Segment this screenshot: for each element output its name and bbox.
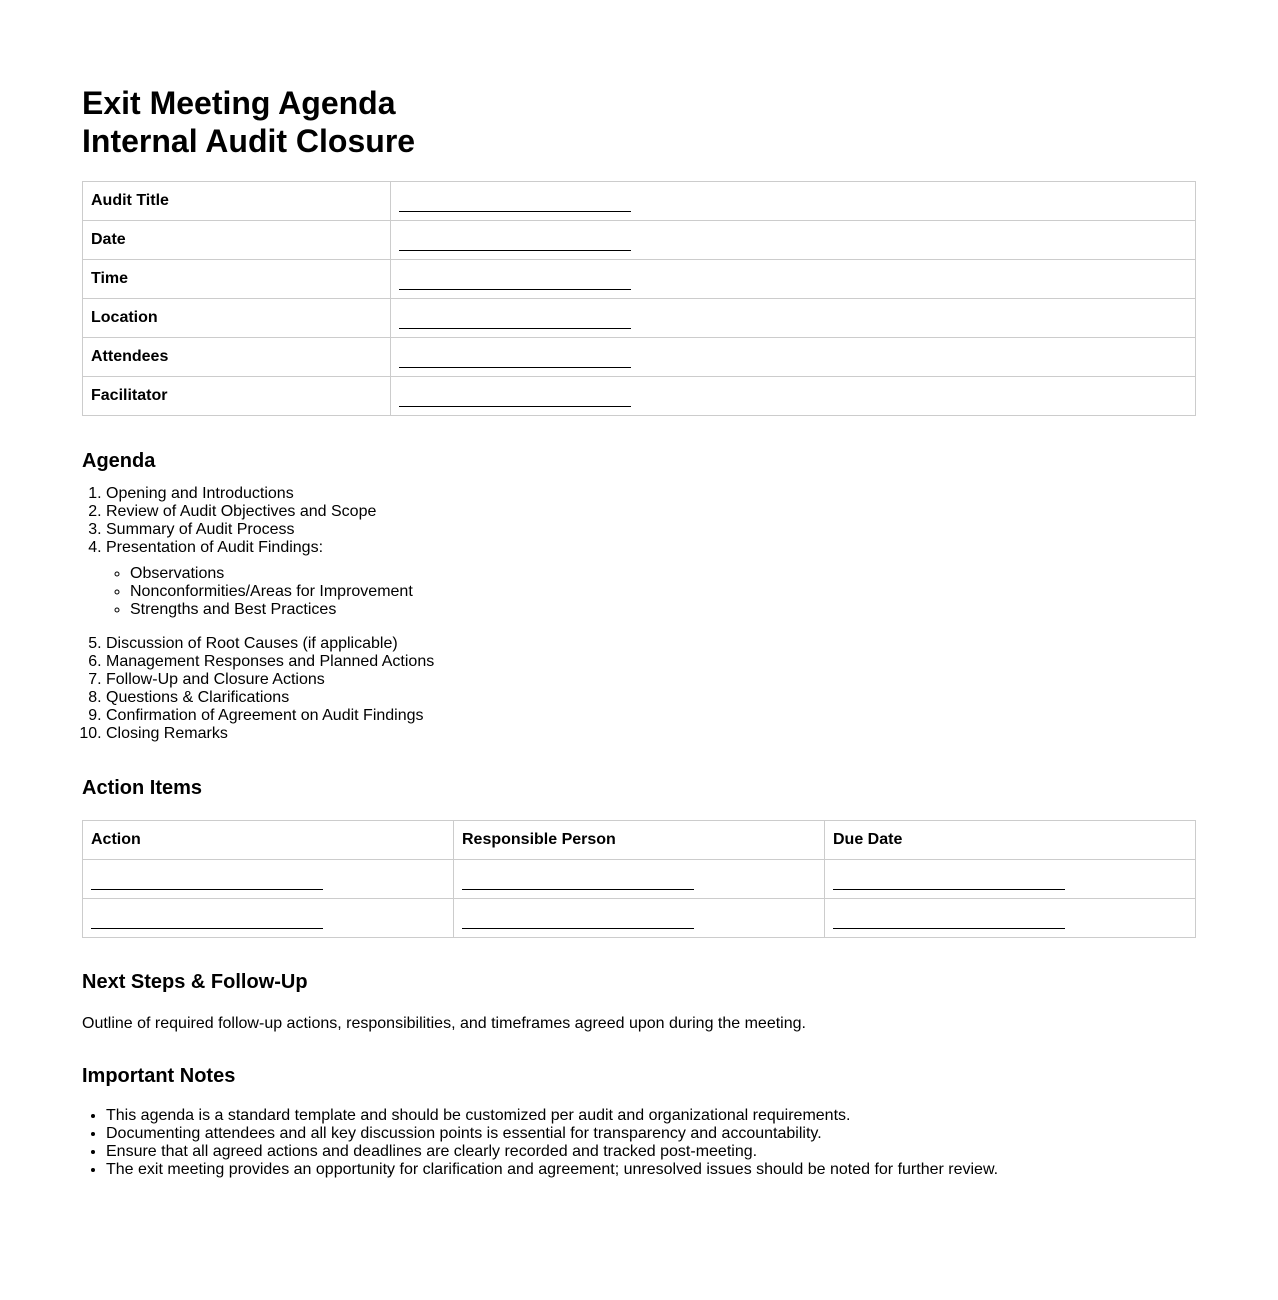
meta-value-cell (391, 182, 1196, 221)
title-line-1: Exit Meeting Agenda (82, 85, 396, 121)
meta-value-cell (391, 338, 1196, 377)
column-header-action: Action (83, 821, 454, 860)
column-header-responsible-person: Responsible Person (454, 821, 825, 860)
list-item: • Documenting attendees and all key discussion points is essential for transparency and accountability. (106, 1125, 1196, 1143)
action-items-table (82, 820, 1196, 938)
column-header-due-date: Due Date (825, 821, 1196, 860)
table-row (83, 899, 1196, 938)
agenda-item: 1. Opening and Introductions (106, 485, 1196, 503)
action-blank[interactable] (91, 873, 323, 890)
findings-subitem: ◦ Observations (130, 565, 1196, 583)
time-blank[interactable] (399, 273, 631, 290)
meeting-details-table (82, 181, 1196, 416)
document-page (82, 0, 1196, 1179)
findings-sublist (106, 565, 1196, 619)
table-row (83, 860, 1196, 899)
action-blank[interactable] (91, 912, 323, 929)
meta-label: Audit Title (83, 182, 391, 221)
meta-value-cell (391, 221, 1196, 260)
meta-row-date (83, 221, 1196, 260)
meta-row-time (83, 260, 1196, 299)
meta-label: Date (83, 221, 391, 260)
meta-label: Facilitator (83, 377, 391, 416)
important-notes-heading: Important Notes (82, 1065, 236, 1087)
agenda-item: 3. Summary of Audit Process (106, 521, 1196, 539)
meta-value-cell (391, 377, 1196, 416)
responsible-blank[interactable] (462, 912, 694, 929)
facilitator-blank[interactable] (399, 390, 631, 407)
next-steps-heading: Next Steps & Follow-Up (82, 971, 308, 993)
location-blank[interactable] (399, 312, 631, 329)
date-blank[interactable] (399, 234, 631, 251)
agenda-item: 2. Review of Audit Objectives and Scope (106, 503, 1196, 521)
agenda-item: 9. Confirmation of Agreement on Audit Findings (106, 707, 1196, 725)
agenda-list (82, 485, 1196, 743)
meta-label: Location (83, 299, 391, 338)
list-item: • The exit meeting provides an opportunity for clarification and agreement; unresolved issues should be noted for further review. (106, 1161, 1196, 1179)
agenda-item: 6. Management Responses and Planned Actions (106, 653, 1196, 671)
due-date-blank[interactable] (833, 873, 1065, 890)
findings-subitem: ◦ Strengths and Best Practices (130, 601, 1196, 619)
list-item: • This agenda is a standard template and should be customized per audit and organizational requirements. (106, 1107, 1196, 1125)
due-date-cell (825, 899, 1196, 938)
agenda-item: 5. Discussion of Root Causes (if applicable) (106, 635, 1196, 653)
attendees-blank[interactable] (399, 351, 631, 368)
agenda-heading: Agenda (82, 450, 156, 472)
meta-row-attendees (83, 338, 1196, 377)
due-date-blank[interactable] (833, 912, 1065, 929)
meta-label: Attendees (83, 338, 391, 377)
important-notes-list (82, 1107, 1196, 1179)
next-steps-text: Outline of required follow-up actions, responsibilities, and timeframes agreed upon during the meeting. (82, 1015, 806, 1032)
findings-subitem: ◦ Nonconformities/Areas for Improvement (130, 583, 1196, 601)
list-item: • Ensure that all agreed actions and deadlines are clearly recorded and tracked post-meeting. (106, 1143, 1196, 1161)
responsible-blank[interactable] (462, 873, 694, 890)
page-title (82, 84, 1196, 160)
meta-row-audit-title (83, 182, 1196, 221)
meta-value-cell (391, 299, 1196, 338)
agenda-item: 7. Follow-Up and Closure Actions (106, 671, 1196, 689)
responsible-cell (454, 899, 825, 938)
agenda-item: 10. Closing Remarks (106, 725, 1196, 743)
meta-row-location (83, 299, 1196, 338)
due-date-cell (825, 860, 1196, 899)
meta-row-facilitator (83, 377, 1196, 416)
meta-label: Time (83, 260, 391, 299)
agenda-item-label: Presentation of Audit Findings: (106, 539, 324, 556)
responsible-cell (454, 860, 825, 899)
meta-value-cell (391, 260, 1196, 299)
action-cell (83, 860, 454, 899)
action-table-header-row (83, 821, 1196, 860)
agenda-item-findings (106, 539, 1196, 619)
title-line-2: Internal Audit Closure (82, 123, 416, 159)
audit-title-blank[interactable] (399, 195, 631, 212)
action-cell (83, 899, 454, 938)
action-items-heading: Action Items (82, 777, 203, 799)
agenda-item: 8. Questions & Clarifications (106, 689, 1196, 707)
